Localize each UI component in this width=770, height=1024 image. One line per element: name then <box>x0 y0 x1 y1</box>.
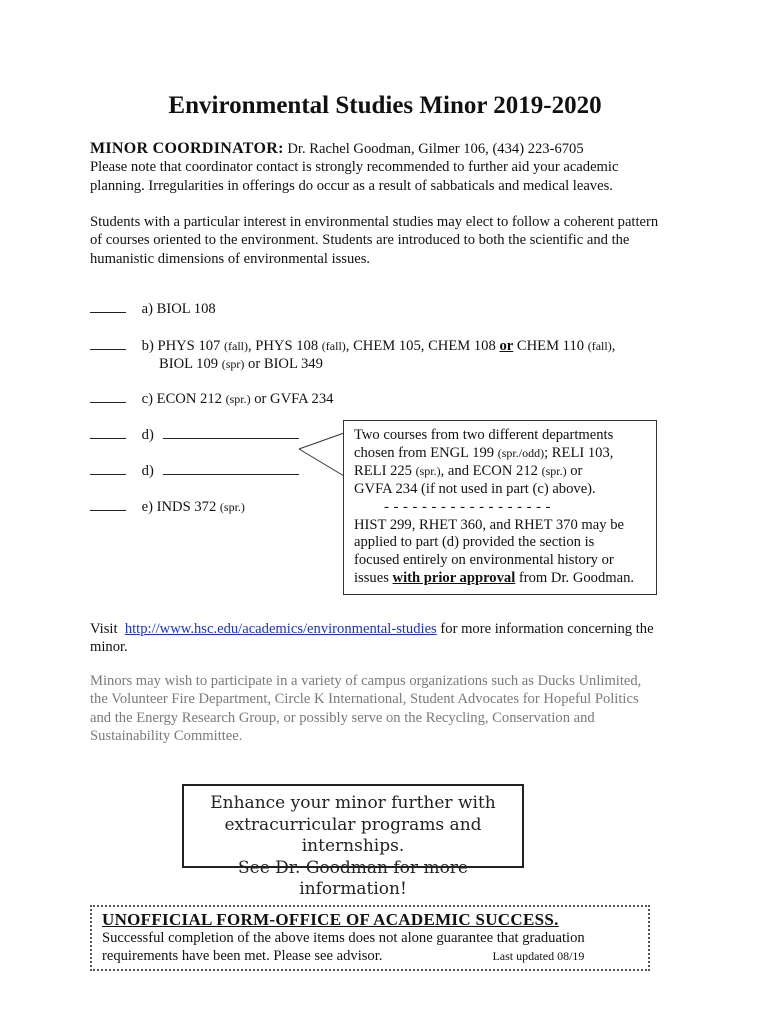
req-e-course: INDS 372 <box>156 499 217 515</box>
intro-line3: humanistic dimensions of environmental issues. <box>90 250 371 267</box>
req-b-term: (fall) <box>224 339 248 353</box>
req-b-course: CHEM 110 <box>516 338 585 354</box>
enhance-line1: Enhance your minor further with <box>210 793 496 813</box>
orgs-line4: Sustainability Committee. <box>90 727 243 744</box>
enhance-line3: See Dr. Goodman for more information! <box>237 857 468 899</box>
visit-paragraph <box>90 620 690 657</box>
pointer-line-lower <box>299 449 344 476</box>
req-b-course: or BIOL 349 <box>248 356 323 373</box>
req-d2-label: d) <box>141 463 154 479</box>
req-b-course: , PHYS 108 <box>247 338 319 354</box>
note-line: GVFA 234 (if not used in part (c) above). <box>354 480 596 497</box>
req-c-term: (spr.) <box>225 392 251 406</box>
req-e-term: (spr.) <box>219 500 245 514</box>
coordinator-section <box>90 140 690 195</box>
coordinator-contact: Dr. Rachel Goodman, Gilmer 106, (434) 223-6705 <box>287 141 584 157</box>
checkoff-blank-c[interactable] <box>90 390 126 403</box>
note-text: , and ECON 212 <box>440 462 538 479</box>
footer-line2: requirements have been met. Please see advisor. <box>102 947 383 964</box>
note-line: focused entirely on environmental history or <box>354 552 614 569</box>
checkoff-blank-a[interactable] <box>90 300 126 313</box>
checkoff-blank-e[interactable] <box>90 498 126 511</box>
requirement-d2 <box>90 462 299 480</box>
req-a-label: a) <box>141 301 153 317</box>
checkoff-blank-d2[interactable] <box>90 462 126 475</box>
note-line: Two courses from two different departments <box>354 427 614 443</box>
note-text: chosen from ENGL 199 <box>354 444 495 461</box>
intro-paragraph <box>90 213 690 268</box>
note-text: issues <box>354 570 389 587</box>
requirement-e <box>90 498 245 516</box>
course-entry-d2[interactable] <box>163 462 299 475</box>
pointer-line-upper <box>299 433 344 449</box>
footer-disclaimer-box <box>90 905 650 971</box>
requirement-c <box>90 390 333 408</box>
orgs-line3: and the Energy Research Group, or possibly serve on the Recycling, Conservation and <box>90 709 595 726</box>
course-entry-d1[interactable] <box>163 426 299 439</box>
req-c-course: ECON 212 <box>156 391 222 407</box>
page-title: Environmental Studies Minor 2019-2020 <box>168 92 602 119</box>
coordinator-note-line2: planning. Irregularities in offerings do occur as a result of sabbaticals and medical leaves. <box>90 177 613 194</box>
pointer-lines <box>296 430 346 480</box>
req-b-course: PHYS 107 <box>157 338 221 354</box>
req-b-course: , CHEM 105, CHEM 108 <box>345 338 496 354</box>
req-b-term: (spr) <box>221 357 245 372</box>
note-term: (spr.) <box>541 463 567 478</box>
last-updated: Last updated 08/19 <box>492 948 585 963</box>
note-line: applied to part (d) provided the section is <box>354 534 595 551</box>
req-b-term: (fall) <box>587 339 612 353</box>
organizations-paragraph <box>90 672 690 745</box>
req-b-label: b) <box>141 338 154 354</box>
enhance-line2: extracurricular programs and internships. <box>224 814 482 856</box>
note-text: RELI 225 <box>354 462 412 479</box>
checkoff-blank-b[interactable] <box>90 337 126 350</box>
checkoff-blank-d1[interactable] <box>90 426 126 439</box>
intro-line2: of courses oriented to the environment. Students are introduced to both the scientific and the <box>90 232 630 249</box>
req-e-label: e) <box>141 499 153 515</box>
environmental-studies-link[interactable]: http://www.hsc.edu/academics/environmental-studies <box>124 621 437 637</box>
req-b-term: (fall) <box>321 339 346 353</box>
visit-post: for more information concerning the <box>440 621 654 637</box>
footer-line1: Successful completion of the above items does not alone guarantee that graduation <box>102 930 585 946</box>
req-b-or: or <box>499 338 514 354</box>
note-text: ; RELI 103, <box>544 444 614 461</box>
visit-line2: minor. <box>90 639 128 656</box>
coordinator-label: MINOR COORDINATOR: <box>90 140 284 157</box>
req-d1-label: d) <box>141 427 154 443</box>
requirement-a <box>90 300 216 318</box>
note-text: or <box>570 462 583 479</box>
requirement-d1 <box>90 426 299 444</box>
note-term: (spr./odd) <box>497 445 545 460</box>
footer-heading: UNOFFICIAL FORM-OFFICE OF ACADEMIC SUCCESS. <box>102 910 559 929</box>
req-c-course: or GVFA 234 <box>254 391 334 407</box>
prior-approval-emphasis: with prior approval <box>392 570 516 587</box>
req-c-label: c) <box>141 391 153 407</box>
req-b-course: BIOL 109 <box>159 356 219 373</box>
note-divider: - - - - - - - - - - - - - - - - - - <box>384 498 552 515</box>
note-term: (spr.) <box>415 463 441 478</box>
orgs-line2: the Volunteer Fire Department, Circle K International, Student Advocates for Hopeful Politics <box>90 691 639 708</box>
visit-pre: Visit <box>90 621 118 637</box>
note-text: from Dr. Goodman. <box>518 570 635 587</box>
coordinator-note-line1: Please note that coordinator contact is strongly recommended to further aid your academic <box>90 159 619 176</box>
part-d-note-box <box>343 420 657 595</box>
req-a-text: BIOL 108 <box>156 301 216 317</box>
requirement-b <box>90 337 615 374</box>
req-b-punct: , <box>611 338 616 354</box>
orgs-line1: Minors may wish to participate in a variety of campus organizations such as Ducks Unlimited, <box>90 673 642 689</box>
enhance-callout-box <box>182 784 524 899</box>
note-line: HIST 299, RHET 360, and RHET 370 may be <box>354 516 624 533</box>
intro-line1: Students with a particular interest in environmental studies may elect to follow a coherent pattern <box>90 214 659 230</box>
